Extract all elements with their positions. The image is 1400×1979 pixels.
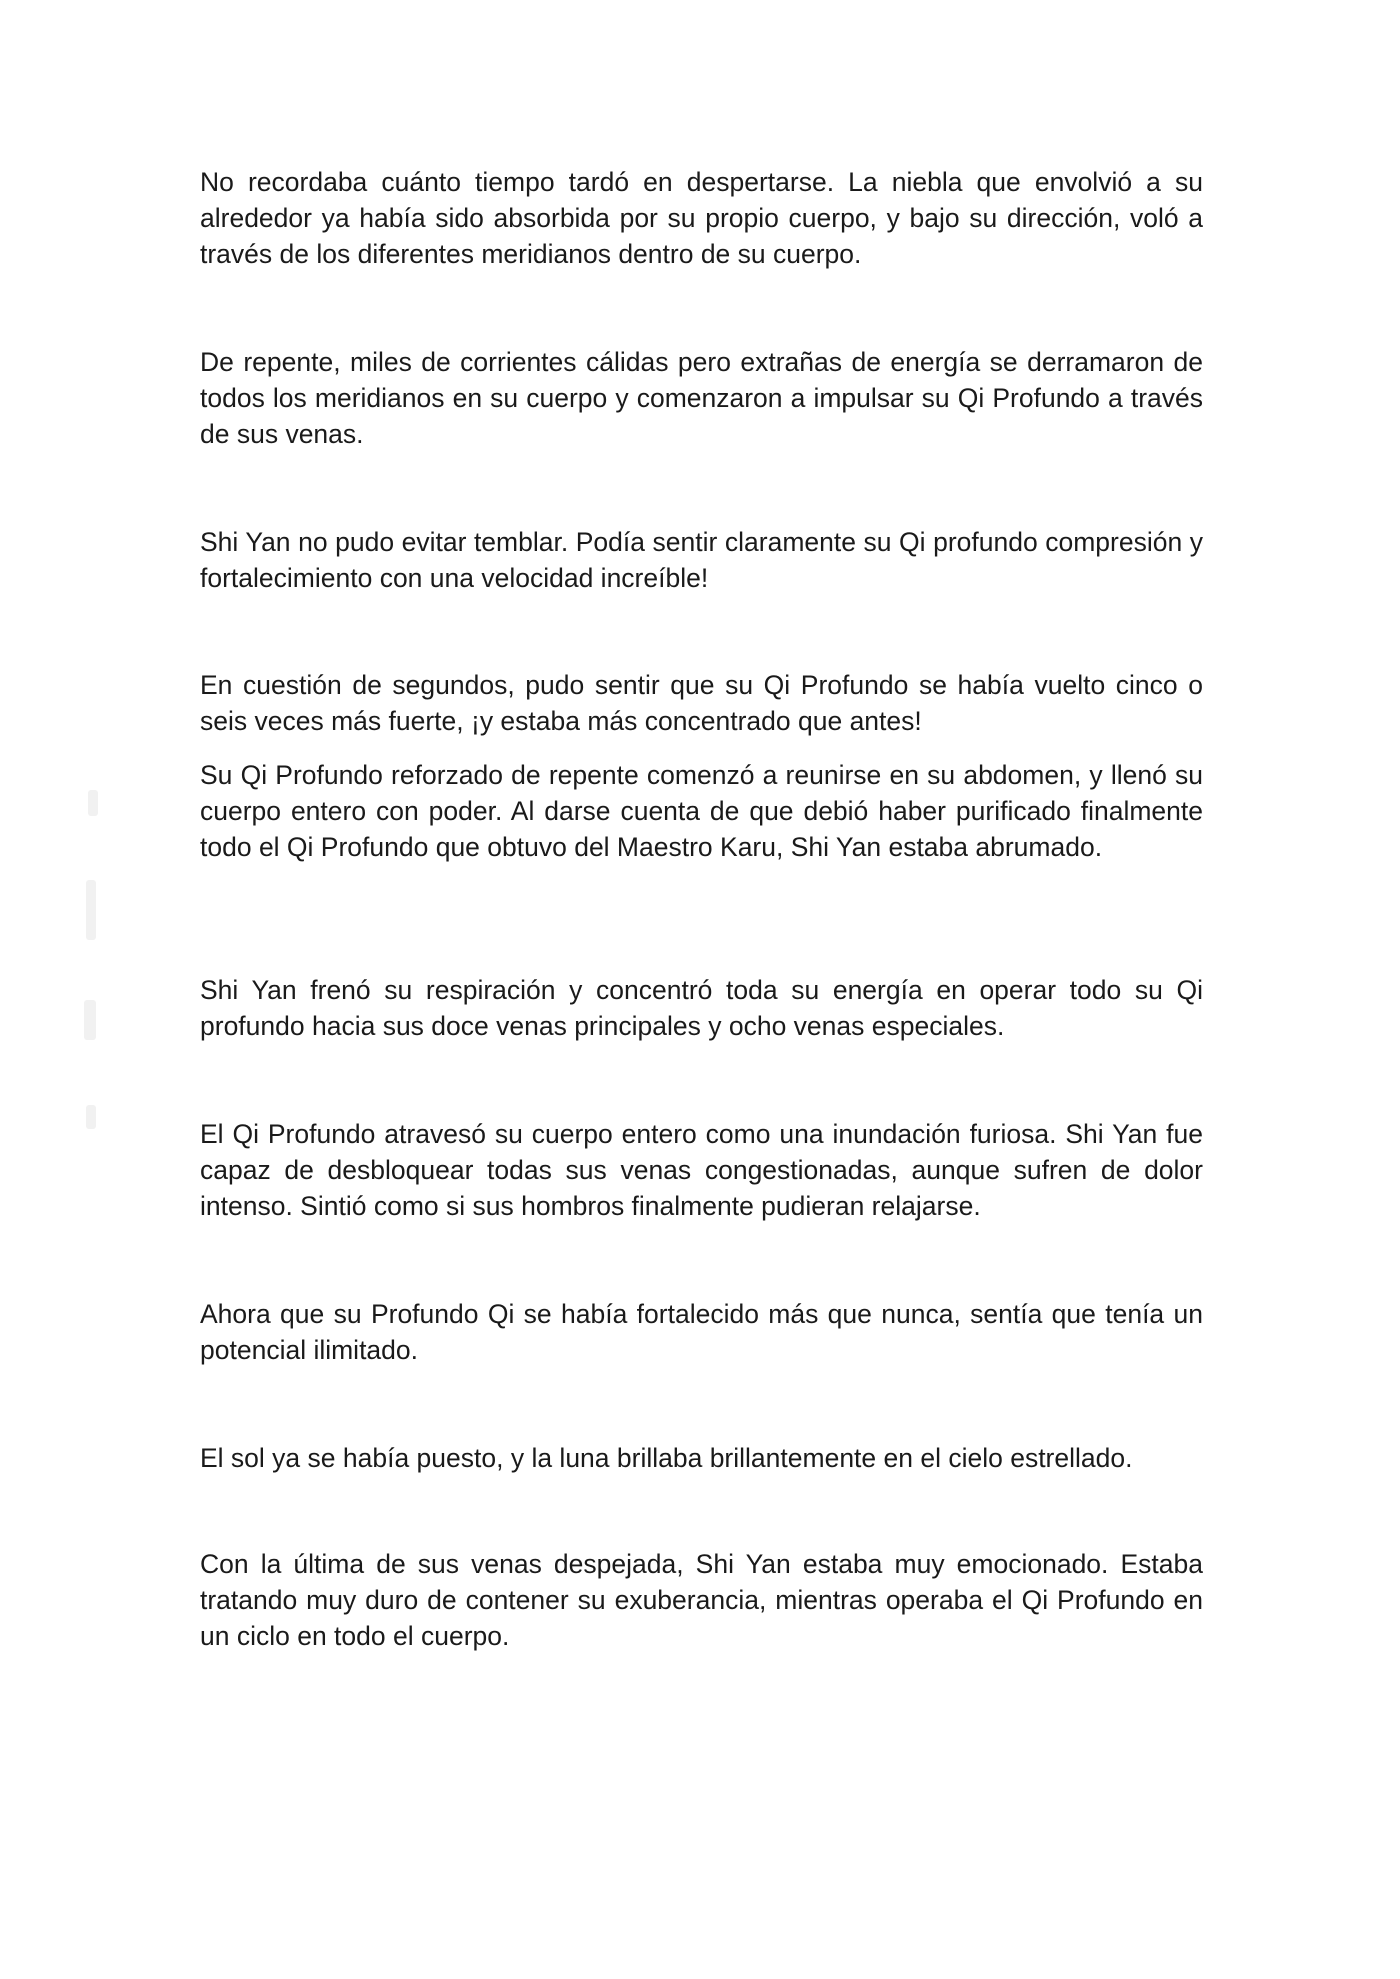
paragraph-2: De repente, miles de corrientes cálidas pero extrañas de energía se derramaron de todos los meridianos en su cuerpo y comenzaron a impulsar su Qi Profundo a través de sus venas. [200,347,1203,449]
paragraph-6: Shi Yan frenó su respiración y concentró toda su energía en operar todo su Qi profundo hacia sus doce venas principales y ocho venas especiales. [200,975,1203,1041]
paragraph-1: No recordaba cuánto tiempo tardó en despertarse. La niebla que envolvió a su alrededor ya había sido absorbida por su propio cuerpo, y bajo su dirección, voló a través de los diferentes meridianos dentro de su cuerpo. [200,167,1203,269]
scan-artifact [84,1000,96,1040]
paragraph-5: Su Qi Profundo reforzado de repente comenzó a reunirse en su abdomen, y llenó su cuerpo entero con poder. Al darse cuenta de que debió haber purificado finalmente todo el Qi Profundo que obtuvo del Maestro Karu, Shi Yan estaba abrumado. [200,760,1203,862]
paragraph-8: Ahora que su Profundo Qi se había fortalecido más que nunca, sentía que tenía un potencial ilimitado. [200,1299,1203,1365]
paragraph-3: Shi Yan no pudo evitar temblar. Podía sentir claramente su Qi profundo compresión y fortalecimiento con una velocidad increíble! [200,527,1203,593]
paragraph-10: Con la última de sus venas despejada, Shi Yan estaba muy emocionado. Estaba tratando muy duro de contener su exuberancia, mientras operaba el Qi Profundo en un ciclo en todo el cuerpo. [200,1549,1203,1651]
scan-artifact [86,1105,96,1129]
paragraph-4: En cuestión de segundos, pudo sentir que su Qi Profundo se había vuelto cinco o seis veces más fuerte, ¡y estaba más concentrado que antes! [200,670,1203,736]
scan-artifact [86,880,96,940]
paragraph-9: El sol ya se había puesto, y la luna brillaba brillantemente en el cielo estrellado. [200,1443,1133,1473]
scan-artifact [88,790,98,816]
paragraph-7: El Qi Profundo atravesó su cuerpo entero como una inundación furiosa. Shi Yan fue capaz de desbloquear todas sus venas congestionadas, aunque sufren de dolor intenso. Sintió como si sus hombros finalmente pudieran relajarse. [200,1119,1203,1221]
